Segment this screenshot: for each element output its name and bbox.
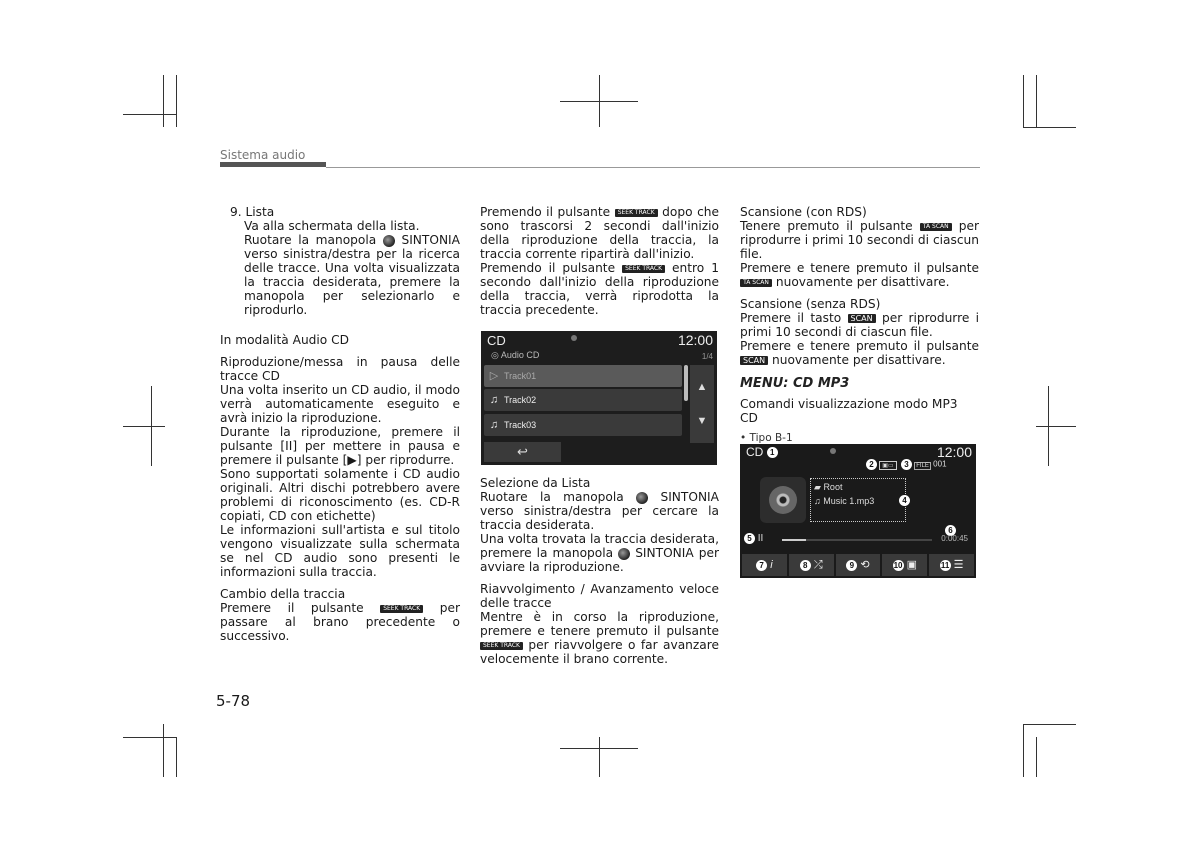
scan-text2 — [740, 339, 979, 367]
crop-mark — [560, 101, 638, 102]
tipo-label: • Tipo B-1 — [740, 432, 793, 444]
scan-icon: SCAN — [848, 314, 876, 323]
list-button[interactable] — [929, 554, 974, 576]
sel-text-a: Ruotare la manopola — [480, 490, 624, 504]
callout-4 — [899, 492, 910, 510]
ta-scan-icon: TA SCAN — [740, 279, 772, 287]
callout: 11 — [940, 560, 950, 570]
header-rule — [326, 167, 980, 168]
status-row — [866, 459, 947, 470]
change-text — [220, 601, 460, 643]
callout: 8 — [800, 560, 811, 571]
status-dot — [571, 335, 577, 341]
info-button[interactable] — [742, 554, 787, 576]
pause-icon: II — [757, 533, 764, 545]
header-bar — [220, 162, 326, 167]
scan-rds-b: per riprodurre i primi 10 secondi di ciascun file. — [740, 219, 980, 261]
screen-mode: CD — [746, 445, 764, 459]
page-number: 5-78 — [216, 692, 251, 710]
shuffle-button[interactable] — [789, 554, 834, 576]
disc-icon: ◎ — [491, 350, 499, 360]
crop-mark — [163, 724, 164, 777]
sintonia-label: SINTONIA — [635, 546, 694, 560]
callout: 5 — [744, 533, 755, 544]
scan-rds-c: Premere e tenere premuto il pulsante — [740, 261, 979, 275]
p1 — [480, 205, 719, 261]
callout: 10 — [893, 560, 903, 570]
repeat-icon: ⟲ — [860, 559, 870, 571]
section-header: Sistema audio — [220, 148, 306, 162]
crop-mark — [123, 737, 176, 738]
scan-title: Scansione (senza RDS) — [740, 297, 881, 311]
progress-bar[interactable] — [782, 539, 932, 541]
screen-clock: 12:00 — [936, 444, 972, 460]
seek-track-icon: SEEK TRACK — [480, 642, 523, 650]
knob-icon — [618, 548, 630, 560]
scan-rds-d: nuovamente per disattivare. — [775, 275, 950, 289]
pause-row — [744, 533, 763, 544]
menu-title: MENU: CD MP3 — [740, 376, 850, 391]
crop-mark — [560, 748, 638, 749]
page-indicator: 1/4 — [701, 352, 713, 361]
crop-mark — [1023, 724, 1076, 725]
seek-track-icon: SEEK TRACK — [615, 209, 658, 217]
track-row[interactable] — [484, 389, 682, 411]
music-note-icon: ♫ — [489, 419, 499, 431]
column-3 — [740, 205, 979, 425]
sel-text-c: Una volta trovata la traccia desiderata, premere la manopola — [480, 532, 719, 560]
scroll-down-button[interactable]: ▼ — [690, 399, 714, 443]
crop-mark — [163, 75, 164, 127]
callout: 1 — [767, 447, 778, 458]
p1a: Premendo il pulsante — [480, 205, 611, 219]
scan-c: Premere e tenere premuto il pulsante — [740, 339, 979, 353]
album-art — [760, 477, 806, 523]
sel-text2 — [480, 532, 719, 574]
sintonia-label: SINTONIA — [401, 233, 460, 247]
status-dot — [830, 448, 836, 454]
sel-title: Selezione da Lista — [480, 476, 591, 490]
crop-mark — [1023, 724, 1024, 777]
track-title: Track02 — [504, 395, 537, 405]
p2b: entro 1 secondo dall'inizio della riproduzione della traccia, verrà riprodotta la traccia precedente. — [480, 261, 719, 317]
shuffle-icon: ⤮ — [813, 559, 823, 571]
play-time: 0:00:45 — [941, 534, 968, 543]
sel-text-b: verso sinistra/destra per cercare la traccia desiderata. — [480, 504, 719, 532]
screen-clock: 12:00 — [677, 332, 713, 348]
list-text2b: verso sinistra/destra per la ricerca delle tracce. Una volta visualizzata la traccia desiderata, premere la manopola per selezionarlo e riprodurlo. — [244, 247, 460, 317]
album-name: Audio CD — [500, 350, 540, 360]
progress-fill — [782, 539, 806, 541]
scan-rds-text2 — [740, 261, 979, 289]
ff-text — [480, 610, 719, 666]
scan-icon: SCAN — [740, 356, 768, 365]
crop-mark — [176, 737, 177, 777]
list-text2a: Ruotare la manopola — [244, 233, 377, 247]
list-icon: ☰ — [953, 559, 964, 571]
crop-mark — [1023, 75, 1024, 127]
crop-mark — [1036, 737, 1037, 777]
callout: 3 — [901, 459, 912, 470]
callout: 2 — [866, 459, 877, 470]
column-1 — [220, 205, 460, 643]
callout: 4 — [899, 495, 910, 506]
scan-a: Premere il tasto — [740, 311, 842, 325]
list-title: 9. Lista — [230, 205, 275, 219]
crop-mark — [1023, 127, 1076, 128]
folder-icon: ▰ — [814, 482, 821, 492]
ta-scan-icon: TA SCAN — [920, 223, 952, 231]
scan-rds-title: Scansione (con RDS) — [740, 205, 867, 219]
copy-icon: ▣ — [906, 559, 918, 571]
sel-text-d: per avviare la riproduzione. — [480, 546, 720, 574]
p1b: dopo che sono trascorsi 2 secondi dall'inizio della riproduzione della traccia, la traccia corrente ripartirà dall'inizio. — [480, 205, 720, 261]
bottom-toolbar — [742, 554, 974, 576]
screen-mode: CD — [487, 333, 506, 348]
track-title: Track03 — [504, 420, 537, 430]
list-text2 — [220, 233, 460, 317]
column-2 — [480, 205, 719, 317]
album-row — [491, 350, 539, 361]
ff-text-b: per riavvolgere o far avanzare velocemente il brano corrente. — [480, 638, 720, 666]
track-row[interactable] — [484, 414, 682, 436]
music-note-icon: ♫ — [814, 496, 821, 506]
repeat-button[interactable] — [836, 554, 881, 576]
p2a: Premendo il pulsante — [480, 261, 616, 275]
file-number: 001 — [933, 459, 947, 469]
track-title: Track01 — [504, 371, 537, 381]
change-text-a: Premere il pulsante — [220, 601, 364, 615]
knob-icon — [636, 492, 648, 504]
file-name: Music 1.mp3 — [823, 496, 875, 506]
change-title: Cambio della traccia — [220, 587, 346, 601]
scan-b: per riprodurre i primi 10 secondi di ciascun file. — [740, 311, 980, 339]
scroll-up-button[interactable]: ▲ — [690, 365, 714, 409]
mode-row — [746, 445, 778, 459]
mode-title: In modalità Audio CD — [220, 333, 350, 347]
p2 — [480, 261, 719, 317]
pause-text: Durante la riproduzione, premere il pulsante [II] per mettere in pausa e premere il pulsante [▶] per riprodurre. — [220, 425, 460, 467]
file-badge: FILE — [916, 462, 929, 469]
mp3-cd-screen — [740, 444, 976, 578]
seek-track-icon: SEEK TRACK — [380, 605, 423, 613]
menu-text: Comandi visualizzazione modo MP3 CD — [740, 397, 958, 425]
callout: 9 — [846, 560, 857, 571]
crop-mark — [123, 114, 176, 115]
crop-mark — [599, 737, 600, 777]
crop-mark — [1036, 75, 1037, 127]
back-button[interactable]: ↩ — [484, 442, 561, 462]
ff-title: Riavvolgimento / Avanzamento veloce delle tracce — [480, 582, 719, 610]
crop-mark — [1036, 426, 1076, 427]
column-2-bottom — [480, 476, 719, 666]
scan-rds-text — [740, 219, 979, 261]
callout: 7 — [756, 560, 767, 571]
scan-d: nuovamente per disattivare. — [772, 353, 946, 367]
callout: 6 — [945, 525, 956, 536]
copy-button[interactable] — [882, 554, 927, 576]
cd-list-screen — [481, 331, 717, 465]
support-text: Sono supportati solamente i CD audio originali. Altri dischi potrebbero avere problemi di riconoscimento (es. CD-R copiati, CD con etichette) — [220, 467, 460, 523]
file-row — [811, 493, 905, 506]
music-note-icon: ♫ — [489, 394, 499, 406]
seek-track-icon: SEEK TRACK — [622, 265, 665, 273]
change-text-b: per passare al brano precedente o successivo. — [220, 601, 460, 643]
disc-icon — [769, 486, 797, 514]
sintonia-label: SINTONIA — [660, 490, 719, 504]
folder-name: Root — [823, 482, 843, 492]
scrollbar[interactable] — [684, 365, 688, 401]
scan-text — [740, 311, 979, 339]
play-text: Una volta inserito un CD audio, il modo verrà automaticamente eseguito e avrà inizio la riproduzione. — [220, 383, 460, 425]
crop-mark — [176, 75, 177, 127]
play-title: Riproduzione/messa in pausa delle tracce CD — [220, 355, 460, 383]
file-info-box — [810, 478, 906, 522]
crop-mark — [123, 426, 165, 427]
list-text1: Va alla schermata della lista. — [244, 219, 420, 233]
folder-row — [811, 479, 905, 493]
info-icon: i — [770, 559, 773, 571]
disc-badge-icon: ▣▭ — [879, 461, 896, 470]
track-row[interactable] — [484, 365, 682, 387]
sel-text — [480, 490, 719, 532]
ff-text-a: Mentre è in corso la riproduzione, premere e tenere premuto il pulsante — [480, 610, 719, 638]
play-icon: ▷ — [489, 370, 499, 382]
scan-rds-a: Tenere premuto il pulsante — [740, 219, 913, 233]
info-text: Le informazioni sull'artista e sul titolo vengono visualizzate sulla schermata se nel CD audio sono presenti le informazioni sulla traccia. — [220, 523, 460, 579]
knob-icon — [383, 235, 395, 247]
